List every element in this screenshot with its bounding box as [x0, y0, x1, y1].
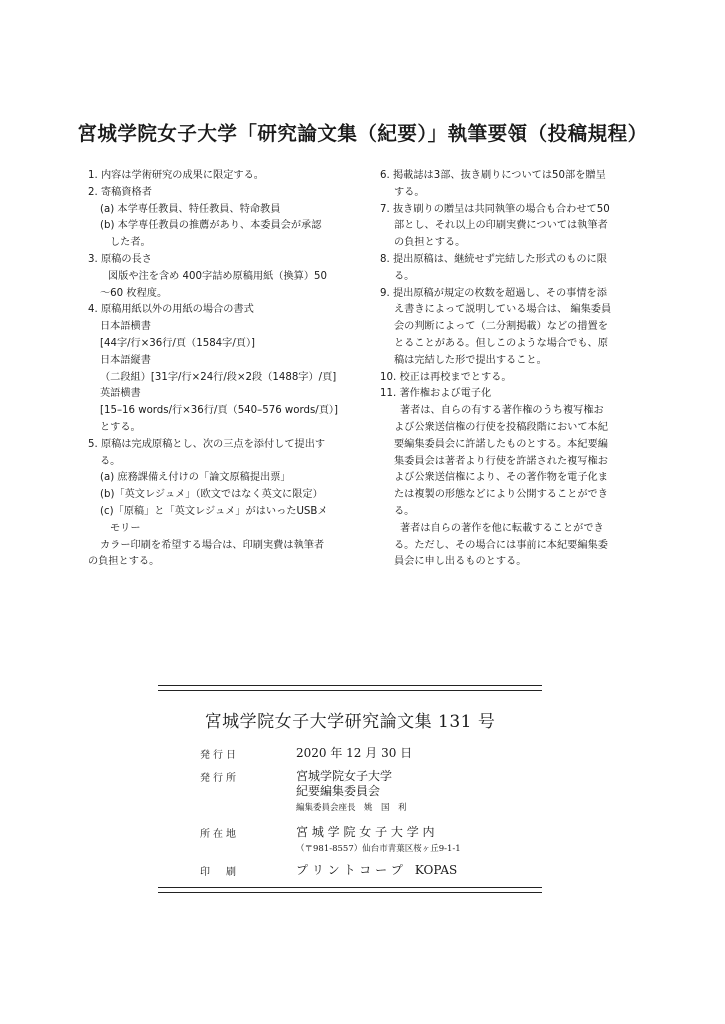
colophon-title: 宮城学院女子大学研究論文集 131 号 — [204, 712, 496, 732]
colophon-top-rule-inner — [158, 690, 542, 691]
rule-5-color-note-cont: の負担とする。 — [88, 556, 160, 568]
rule-5-heading-cont: る。 — [100, 455, 121, 467]
rule-11-p1-7: る。 — [394, 505, 415, 517]
rule-5c-cont: モリー — [110, 522, 141, 534]
rule-2b-cont: した者。 — [110, 237, 151, 249]
rule-2-heading: 2. 寄稿資格者 — [88, 186, 152, 198]
rule-4-jp-vertical: 日本語縦書 — [100, 354, 151, 366]
rule-7-cont-2: の負担とする。 — [394, 237, 466, 249]
rule-11-p1-3: 要編集委員会に許諾したものとする。本紀要編 — [394, 438, 608, 450]
rule-5-color-note: カラー印刷を希望する場合は、印刷実費は執筆者 — [100, 539, 325, 551]
colophon — [158, 685, 542, 895]
page-title: 宮城学院女子大学「研究論文集（紀要）」執筆要領（投稿規程） — [77, 122, 648, 145]
rule-7: 7. 抜き刷りの贈呈は共同執筆の場合も合わせて50 — [380, 203, 610, 215]
rule-9-cont-2: 会の判断によって（二分割掲載）などの措置を — [394, 321, 608, 333]
rule-3-body-cont: ～60 枚程度。 — [100, 287, 168, 299]
rule-11-p1-4: 集委員会は著者より行使を許諾された複写権お — [394, 455, 608, 467]
editorial-chair: 編集委員会座長 姚 国 利 — [296, 803, 407, 813]
rule-5-heading: 5. 原稿は完成原稿とし、次の三点を添付して提出す — [88, 438, 326, 450]
publisher-line-2: 紀要編集委員会 — [296, 784, 381, 798]
rule-4-jp-vertical-format: （二段組）[31字/行×24行/段×2段（1488字）/頁] — [100, 371, 337, 383]
rule-11-p1-2: よび公衆送信権の行使を投稿段階において本紀 — [394, 421, 608, 433]
colophon-publisher-row — [158, 767, 542, 817]
rule-4-en-horizontal-format: [15–16 words/行×36行/頁（540–576 words/頁）] — [100, 405, 338, 417]
colophon-bottom-rule — [158, 892, 542, 893]
rule-5c: (c)「原稿」と「英文レジュメ」がはいったUSBメ — [100, 505, 328, 517]
rule-2b: (b) 本学専任教員の推薦があり、本委員会が承認 — [100, 220, 322, 232]
printer-label: 印 刷 — [200, 867, 239, 878]
rule-9-cont-1: え書きによって説明している場合は、 編集委員 — [394, 304, 612, 316]
rule-11-p2-2: る。ただし、その場合には事前に本紀要編集委 — [394, 539, 608, 551]
rule-4-jp-horizontal: 日本語横書 — [100, 321, 151, 333]
rule-4-heading: 4. 原稿用紙以外の用紙の場合の書式 — [88, 304, 254, 316]
rules-column-right — [380, 168, 646, 571]
rule-8: 8. 提出原稿は、継続せず完結した形式のものに限 — [380, 253, 607, 265]
printer-name: プ リ ン ト コ ー プ KOPAS — [296, 863, 458, 877]
rule-2a: (a) 本学専任教員、特任教員、特命教員 — [100, 203, 281, 215]
rule-9: 9. 提出原稿が規定の枚数を超過し、その事情を添 — [380, 287, 607, 299]
rule-3-body: 図版や注を含め 400字詰め原稿用紙（換算）50 — [108, 270, 328, 282]
rule-11-p1-5: よび公衆送信権により、その著作物を電子化ま — [394, 472, 608, 484]
address-name: 宮 城 学 院 女 子 大 学 内 — [296, 825, 435, 839]
rules-column-left — [88, 168, 356, 571]
issue-date-label: 発行日 — [200, 750, 239, 761]
rule-5b: (b)「英文レジュメ」（欧文ではなく英文に限定） — [100, 489, 323, 501]
issue-date: 2020 年 12 月 30 日 — [296, 746, 413, 760]
colophon-issue-row — [158, 744, 542, 764]
publisher-line-1: 宮城学院女子大学 — [296, 769, 393, 783]
colophon-top-rule — [158, 685, 542, 686]
rule-1: 1. 内容は学術研究の成果に限定する。 — [88, 170, 264, 181]
address-label: 所在地 — [200, 829, 239, 840]
rule-10: 10. 校正は再校までとする。 — [380, 371, 512, 383]
colophon-address-row — [158, 823, 542, 857]
colophon-printer-row — [158, 861, 542, 881]
rule-9-cont-4: 稿は完結した形で提出すること。 — [394, 354, 547, 366]
publisher-label: 発行所 — [200, 773, 239, 784]
rule-6: 6. 掲載誌は3部、抜き刷りについては50部を贈呈 — [380, 170, 606, 181]
rule-11-p2-1: 著者は自らの著作を他に転載することができ — [400, 522, 604, 534]
rule-8-cont: る。 — [394, 270, 415, 282]
rule-4-en-horizontal: 英語横書 — [100, 388, 141, 400]
colophon-bottom-rule-inner — [158, 887, 542, 888]
postal-address: （〒981-8557）仙台市青葉区桜ヶ丘9-1-1 — [296, 844, 461, 854]
rule-11-p2-3: 員会に申し出るものとする。 — [394, 556, 527, 568]
rule-7-cont-1: 部とし、それ以上の印刷実費については執筆者 — [394, 220, 608, 232]
rule-11-p1-1: 著者は、自らの有する著作権のうち複写権お — [400, 405, 604, 417]
rule-11-p1-6: たは複製の形態などにより公開することができ — [394, 489, 608, 501]
rule-11-heading: 11. 著作権および電子化 — [380, 388, 492, 400]
rule-4-jp-horizontal-format: [44字/行×36行/頁（1584字/頁）] — [100, 337, 256, 349]
rule-5a: (a) 庶務課備え付けの「論文原稿提出票」 — [100, 472, 291, 484]
rule-9-cont-3: とることがある。但しこのような場合でも、原 — [394, 337, 608, 349]
rule-6-cont: する。 — [394, 186, 425, 198]
rule-3-heading: 3. 原稿の長さ — [88, 253, 152, 265]
rule-4-end: とする。 — [100, 421, 141, 433]
